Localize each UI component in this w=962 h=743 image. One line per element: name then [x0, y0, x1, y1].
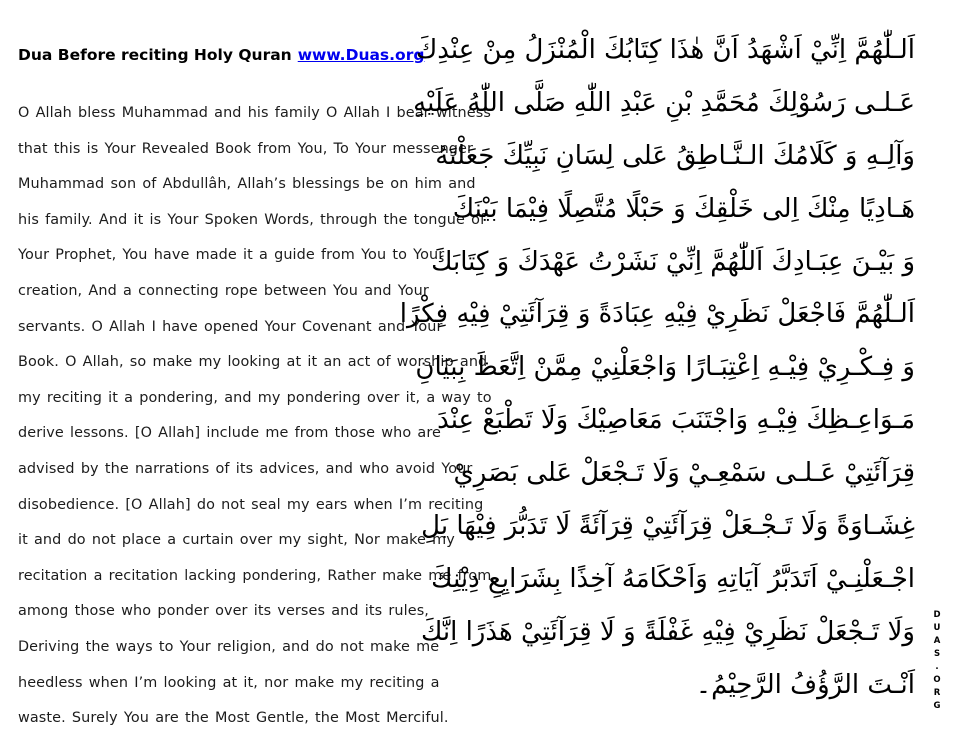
translation-line: O Allah bless Muhammad and his family O Allah I bear witness — [18, 105, 491, 121]
translation-line: Book. O Allah, so make my looking at it an act of worship and — [18, 354, 488, 371]
translation-line: recitation a recitation lacking pondering, Rather make me from — [18, 567, 492, 584]
translation-line: advised by the narrations of its advices, and who avoid Your — [18, 460, 473, 477]
arabic-line: اَلـلّٰهُمَّ اِنِّيْ اَشْهَدُ اَنَّ هٰذَا كِتَابُكَ الْمُنْزَلُ مِنْ عِنْدِكَ — [415, 35, 915, 65]
translation-line: Your Prophet, You have made it a guide from You to Your — [18, 247, 445, 264]
arabic-line: اجْـعَلْنِـيْ اَتَدَبَّرُ آيَاتِهِ وَاَحْكَامَهُ آخِذًا بِشَرَايِعِ دِيْنِكَ — [431, 563, 915, 594]
translation-line: derive lessons. [O Allah] include me from those who are — [18, 425, 442, 442]
arabic-line: مَـوَاعِـظِكَ فِيْـهِ وَاجْتَنَبَ مَعَاصِيْكَ وَلَا تَطْبَعْ عِنْدَ — [437, 405, 915, 436]
translation-line: waste. Surely You are the Most Gentle, the Most Merciful. — [18, 710, 449, 727]
arabic-line: اَنْـتَ الرَّؤُفُ الرَّحِيْمُ۔ — [695, 669, 915, 700]
translation-line: my reciting it a pondering, and my pondering over it, a way to — [18, 389, 492, 406]
arabic-line: عَـلـى رَسُوْلِكَ مُحَمَّدِ بْنِ عَبْدِ اللّٰهِ صَلَّى اللّٰهُ عَلَيْهِ — [413, 87, 915, 118]
duas-org-link[interactable]: www.Duas.org — [297, 46, 425, 64]
title-text: Dua Before reciting Holy Quran — [18, 46, 292, 64]
translation-line: Deriving the ways to Your religion, and do not make me — [18, 638, 440, 655]
arabic-line: غِشَـاوَةً وَلَا تَـجْـعَلْ قِرَآئَتِيْ قِرَآئَةً لَا تَدَبُّرَ فِيْهَا بَلِ — [421, 511, 915, 542]
page-title — [18, 46, 424, 64]
translation-line: among those who ponder over its verses and its rules, — [18, 603, 429, 620]
translation-line: Muhammad son of Abdullâh, Allah’s blessings be on him and — [18, 176, 476, 193]
arabic-line: وَآلِـهِ وَ كَلَامُكَ الـنَّـاطِقُ عَلى لِسَانِ نَبِيِّكَ جَعَلْتَهُ — [435, 140, 915, 171]
arabic-line: اَلـلّٰهُمَّ فَاجْعَلْ نَظَرِيْ فِيْهِ عِبَادَةً وَ قِرَآئَتِيْ فِيْهِ فِكْرًا — [399, 299, 915, 330]
arabic-line: وَ بَيْـنَ عِبَـادِكَ اَللّٰهُمَّ اِنِّيْ نَشَرْتُ عَهْدَكَ وَ كِتَابَكَ — [431, 246, 915, 277]
arabic-line: وَ فِـكْـرِيْ فِيْـهِ اِعْتِبَـارًا وَاجْعَلْنِيْ مِمَّنْ اِتَّعَظَ بِبَيَانِ — [415, 352, 915, 383]
translation-line: creation, And a connecting rope between You and Your — [18, 282, 429, 299]
translation-line: it and do not place a curtain over my sight, Nor make my — [18, 532, 455, 549]
translation-line: disobedience. [O Allah] do not seal my ears when I’m reciting — [18, 496, 484, 513]
arabic-dua-text — [399, 24, 915, 712]
duas-org-vertical-watermark: DUAS.ORG — [932, 610, 942, 714]
translation-line: heedless when I’m looking at it, nor make my reciting a — [18, 674, 440, 691]
translation-line: servants. O Allah I have opened Your Covenant and Your — [18, 318, 443, 335]
arabic-line: وَلَا تَـجْعَلْ نَظَرِيْ فِيْهِ غَفْلَةً وَ لَا قِرَآئَتِيْ هَذَرًا اِنَّكَ — [420, 616, 915, 647]
translation-line: that this is Your Revealed Book from You, To Your messenger — [18, 140, 474, 157]
arabic-line: قِرَآئَتِيْ عَـلـى سَمْعِـيْ وَلَا تَـجْعَلْ عَلى بَصَرِيْ — [453, 458, 915, 489]
arabic-line: هَـادِيًا مِنْكَ اِلى خَلْقِكَ وَ حَبْلًا مُتَّصِلًا فِيْمَا بَيْنَكَ — [452, 193, 915, 224]
translation-line: his family. And it is Your Spoken Words, through the tongue of — [18, 211, 486, 228]
